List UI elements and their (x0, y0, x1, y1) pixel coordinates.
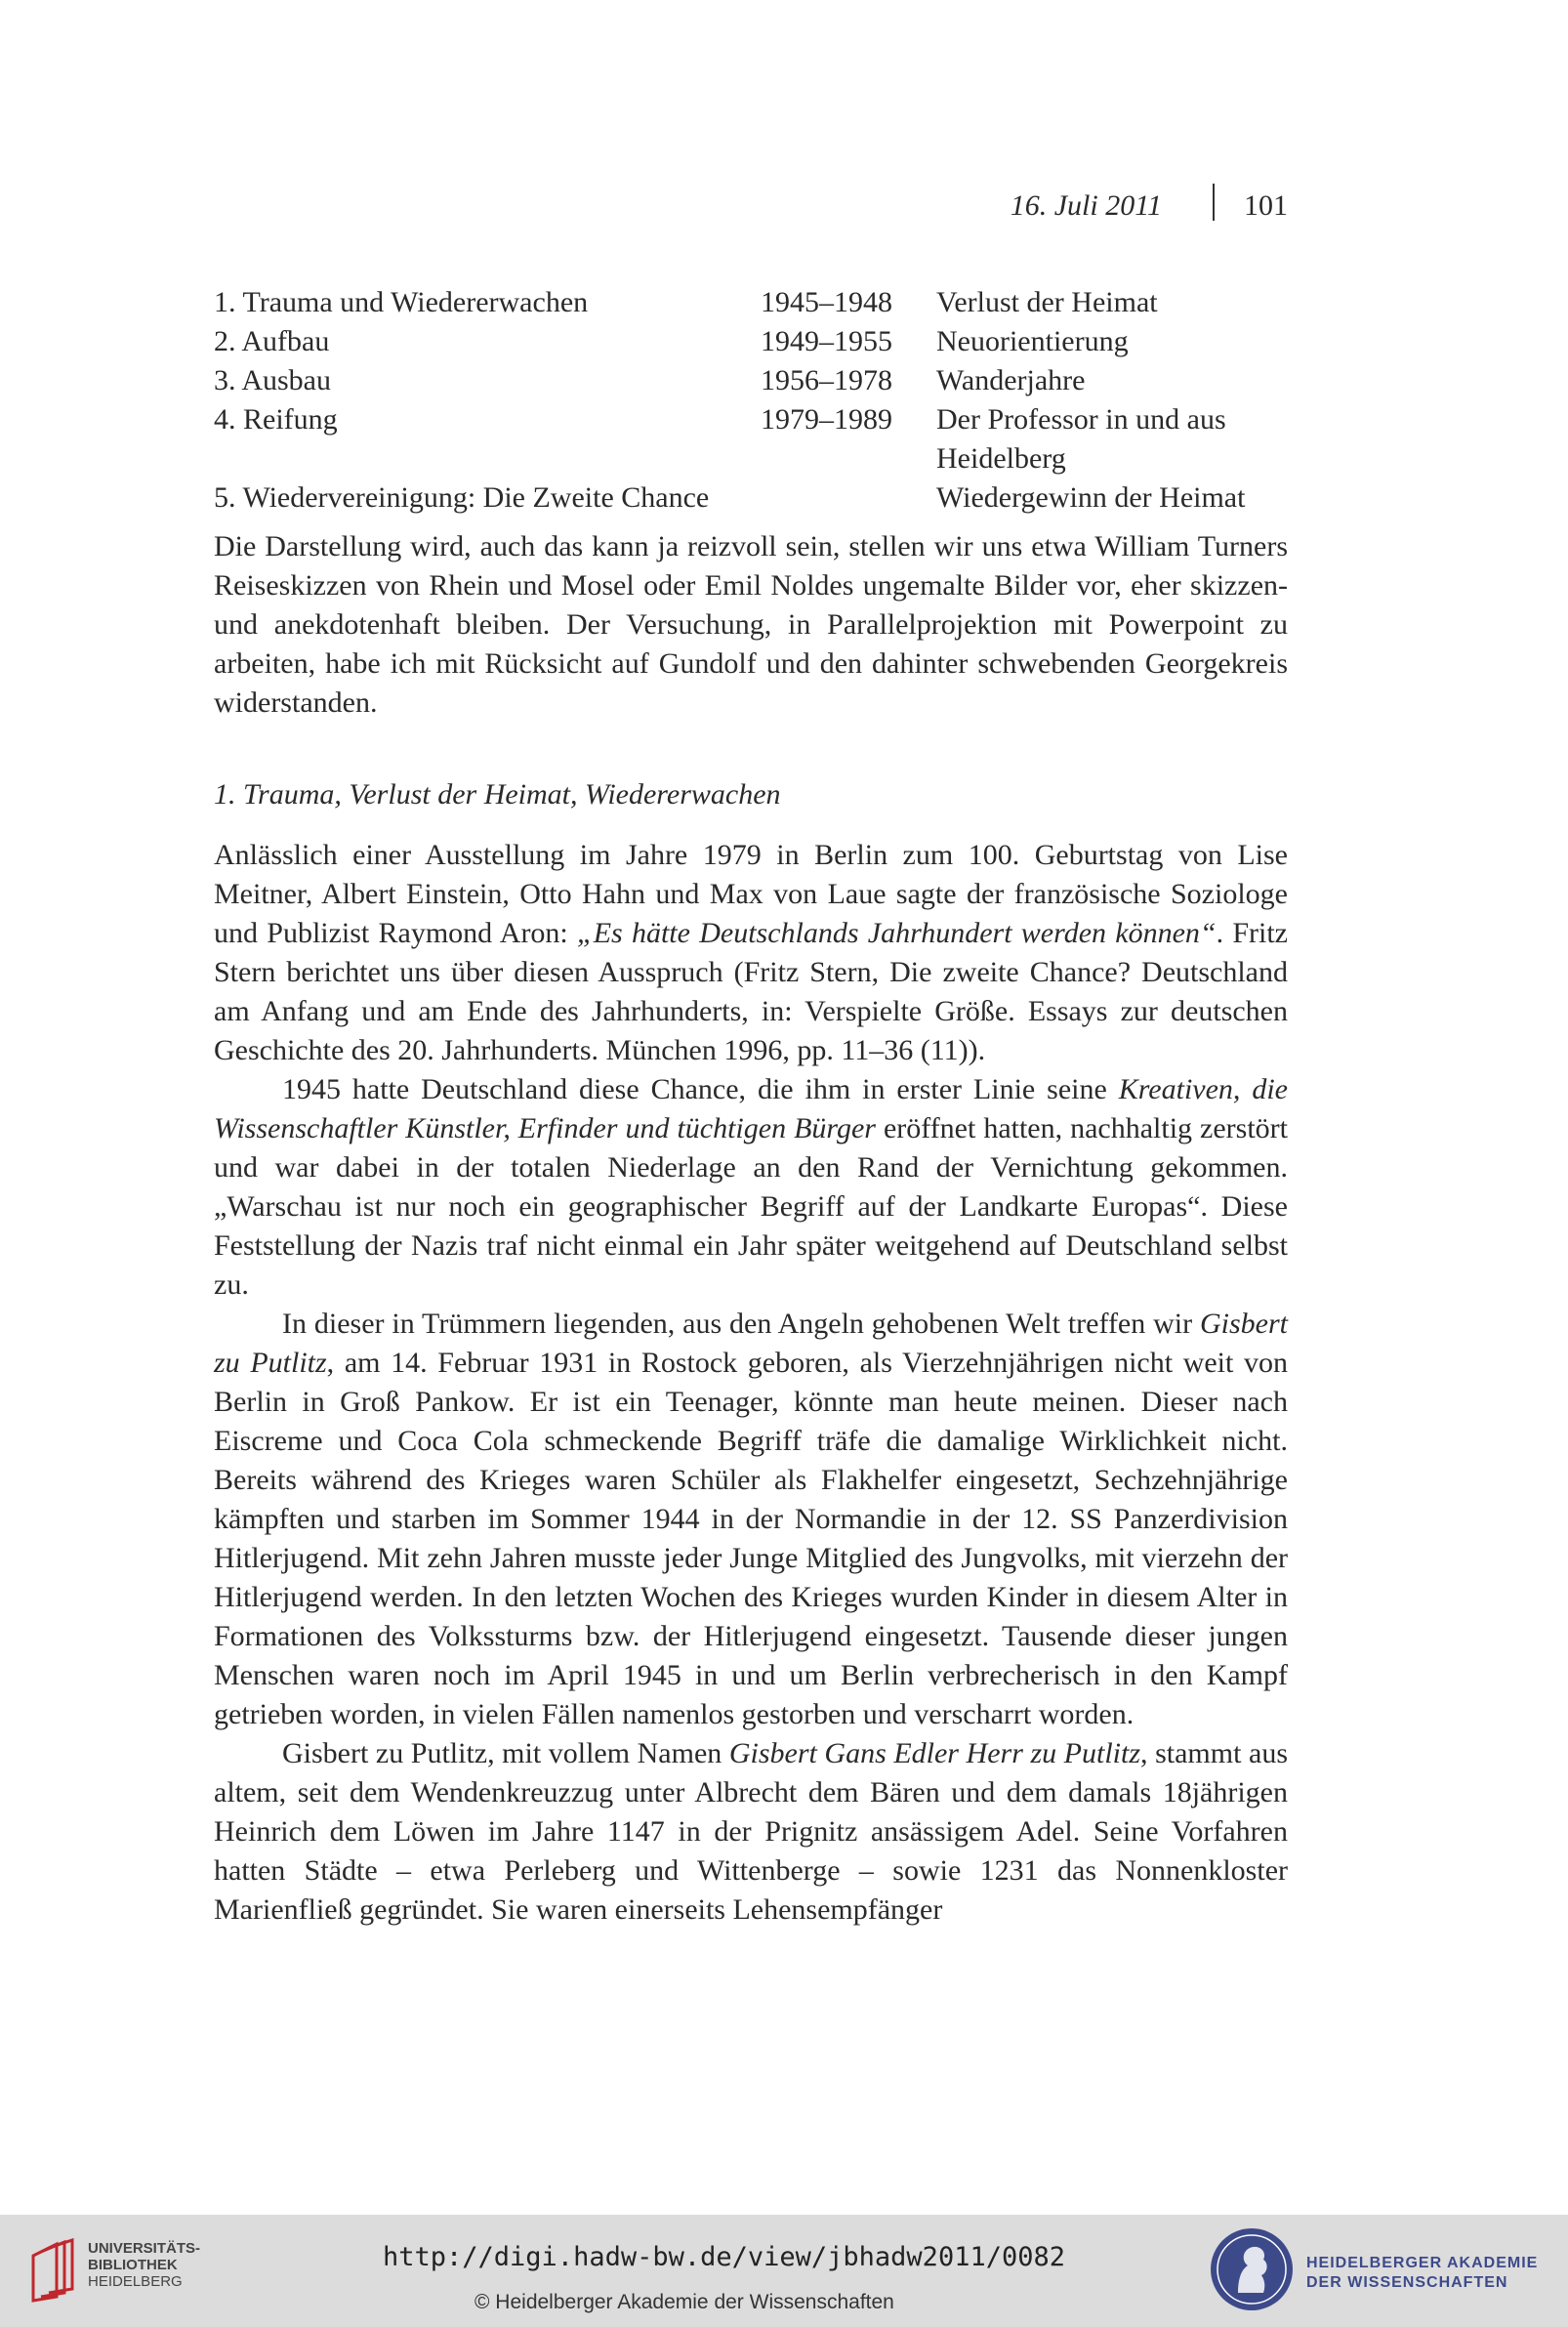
toc-title: 3. Ausbau (214, 364, 331, 396)
academy-name (1306, 2254, 1538, 2293)
text-span: , am 14. Februar 1931 in Rostock geboren, als Vierzehnjährigen nicht weit von Berlin in Groß Pankow. Er ist ein Teenager, könnte man heute meinen. Dieser nach Eiscreme und Coca Cola schmeckende Begriff träfe die damalige Wirklichkeit nicht. Bereits während des Krieges waren Schüler als Flakhelfer eingesetzt, Sechzehnjährige kämpften und starben im Sommer 1944 in der Normandie in der 12. SS Panzerdivision Hitlerjugend. Mit zehn Jahren musste jeder Junge Mitglied des Jungvolks, mit vierzehn der Hitlerjugend werden. In den letzten Wochen des Krieges wurden Kinder in diesem Alter in Formationen des Volkssturms bzw. der Hitlerjugend eingesetzt. Tausende dieser jungen Menschen waren noch im April 1945 in und um Berlin verbrecherisch in den Kampf getrieben worden, in vielen Fällen namenlos gestorben und verscharrt worden. (214, 1347, 1288, 1730)
source-url-link[interactable]: http://digi.hadw-bw.de/view/jbhadw2011/0082 (383, 2242, 1065, 2272)
toc-row (214, 322, 1288, 361)
copyright-notice: © Heidelberger Akademie der Wissenschaften (475, 2291, 894, 2313)
toc-theme: Der Professor in und aus Heidelberg (936, 403, 1226, 475)
emphasis: Gisbert zu Putlitz (214, 1308, 1288, 1379)
toc-title: 4. Reifung (214, 403, 338, 436)
toc-theme: Wanderjahre (936, 364, 1086, 396)
body-text (214, 836, 1288, 1930)
chapter-overview-table (214, 283, 1288, 518)
header-date: 16. Juli 2011 (1010, 189, 1162, 222)
library-logo-icon (27, 2236, 76, 2305)
toc-theme: Verlust der Heimat (936, 286, 1158, 318)
paragraph (214, 1734, 1288, 1930)
text-span: Anlässlich einer Ausstellung im Jahre 1979 in Berlin zum 100. Geburtstag von Lise Meitner, Albert Einstein, Otto Hahn und Max von Laue sagte der französische Soziologe und Publizist Raymond Aron: (214, 839, 1288, 949)
toc-row (214, 400, 1288, 478)
intro-paragraph: Die Darstellung wird, auch das kann ja reizvoll sein, stellen wir uns etwa William Turners Reiseskizzen von Rhein und Mosel oder Emil Noldes ungemalte Bilder vor, eher skizzen- und anekdotenhaft bleiben. Der Versuchung, in Parallelprojektion mit Powerpoint zu arbeiten, habe ich mit Rücksicht auf Gundolf und den dahinter schwebenden Georgekreis widerstanden. (214, 530, 1288, 719)
text-span: , stammt aus altem, seit dem Wendenkreuzzug unter Albrecht dem Bären und dem damals 18jährigen Heinrich dem Löwen im Jahre 1147 in der Prignitz ansässigem Adel. Seine Vorfahren hatten Städte – etwa Perleberg und Wittenberge – sowie 1231 das Nonnenkloster Marienfließ gegründet. Sie waren einerseits Lehensempfänger (214, 1737, 1288, 1926)
toc-years: 1956–1978 (761, 364, 892, 396)
toc-row (214, 478, 1288, 518)
paragraph (214, 1070, 1288, 1305)
library-name (88, 2240, 200, 2290)
paragraph (214, 1305, 1288, 1734)
page-number: 101 (1244, 189, 1288, 222)
text-span: In dieser in Trümmern liegenden, aus den Angeln gehobenen Welt treffen wir (282, 1308, 1200, 1340)
toc-years: 1945–1948 (761, 286, 892, 318)
academy-seal-icon (1209, 2226, 1295, 2312)
toc-title: 2. Aufbau (214, 325, 330, 357)
emphasis: Kreativen, die Wissenschaftler Künstler, Erfinder und tüchtigen Bürger (214, 1073, 1288, 1144)
library-line: UNIVERSITÄTS- (88, 2240, 201, 2257)
section-heading-block (214, 775, 1288, 814)
library-line: BIBLIOTHEK (88, 2257, 178, 2273)
toc-row (214, 283, 1288, 322)
library-line: HEIDELBERG (88, 2273, 183, 2290)
header-divider (1213, 184, 1215, 221)
toc-theme: Wiedergewinn der Heimat (936, 481, 1246, 514)
section-heading: 1. Trauma, Verlust der Heimat, Wiedererwachen (214, 778, 781, 810)
paragraph (214, 836, 1288, 1070)
text-span: 1945 hatte Deutschland diese Chance, die ihm in erster Linie seine (282, 1073, 1119, 1105)
quote: „Es hätte Deutschlands Jahrhundert werden können“ (577, 917, 1217, 949)
text-span: Gisbert zu Putlitz, mit vollem Namen (282, 1737, 729, 1769)
text-span: . Fritz Stern berichtet uns über diesen Ausspruch (Fritz Stern, Die zweite Chance? Deutschland am Anfang und am Ende des Jahrhunderts, in: Verspielte Größe. Essays zur deutschen Geschichte des 20. Jahrhunderts. München 1996, pp. 11–36 (11)). (214, 917, 1288, 1066)
emphasis: Gisbert Gans Edler Herr zu Putlitz (728, 1737, 1141, 1769)
toc-row (214, 361, 1288, 400)
intro-block (214, 527, 1288, 723)
toc-title: 1. Trauma und Wiedererwachen (214, 286, 589, 318)
toc-title: 5. Wiedervereinigung: Die Zweite Chance (214, 481, 710, 514)
toc-theme: Neuorientierung (936, 325, 1129, 357)
text-span: eröffnet hatten, nachhaltig zerstört und war dabei in der totalen Niederlage an den Rand der Vernichtung gekommen. „Warschau ist nur noch ein geographischer Begriff auf der Landkarte Europas“. Diese Feststellung der Nazis traf nicht einmal ein Jahr später weitgehend auf Deutschland selbst zu. (214, 1112, 1289, 1301)
academy-line: DER WISSENSCHAFTEN (1306, 2274, 1508, 2291)
running-head (0, 184, 1568, 223)
footer-bar (0, 2215, 1568, 2327)
toc-years: 1949–1955 (761, 325, 892, 357)
toc-years: 1979–1989 (761, 403, 892, 436)
academy-line: HEIDELBERGER AKADEMIE (1306, 2255, 1539, 2271)
